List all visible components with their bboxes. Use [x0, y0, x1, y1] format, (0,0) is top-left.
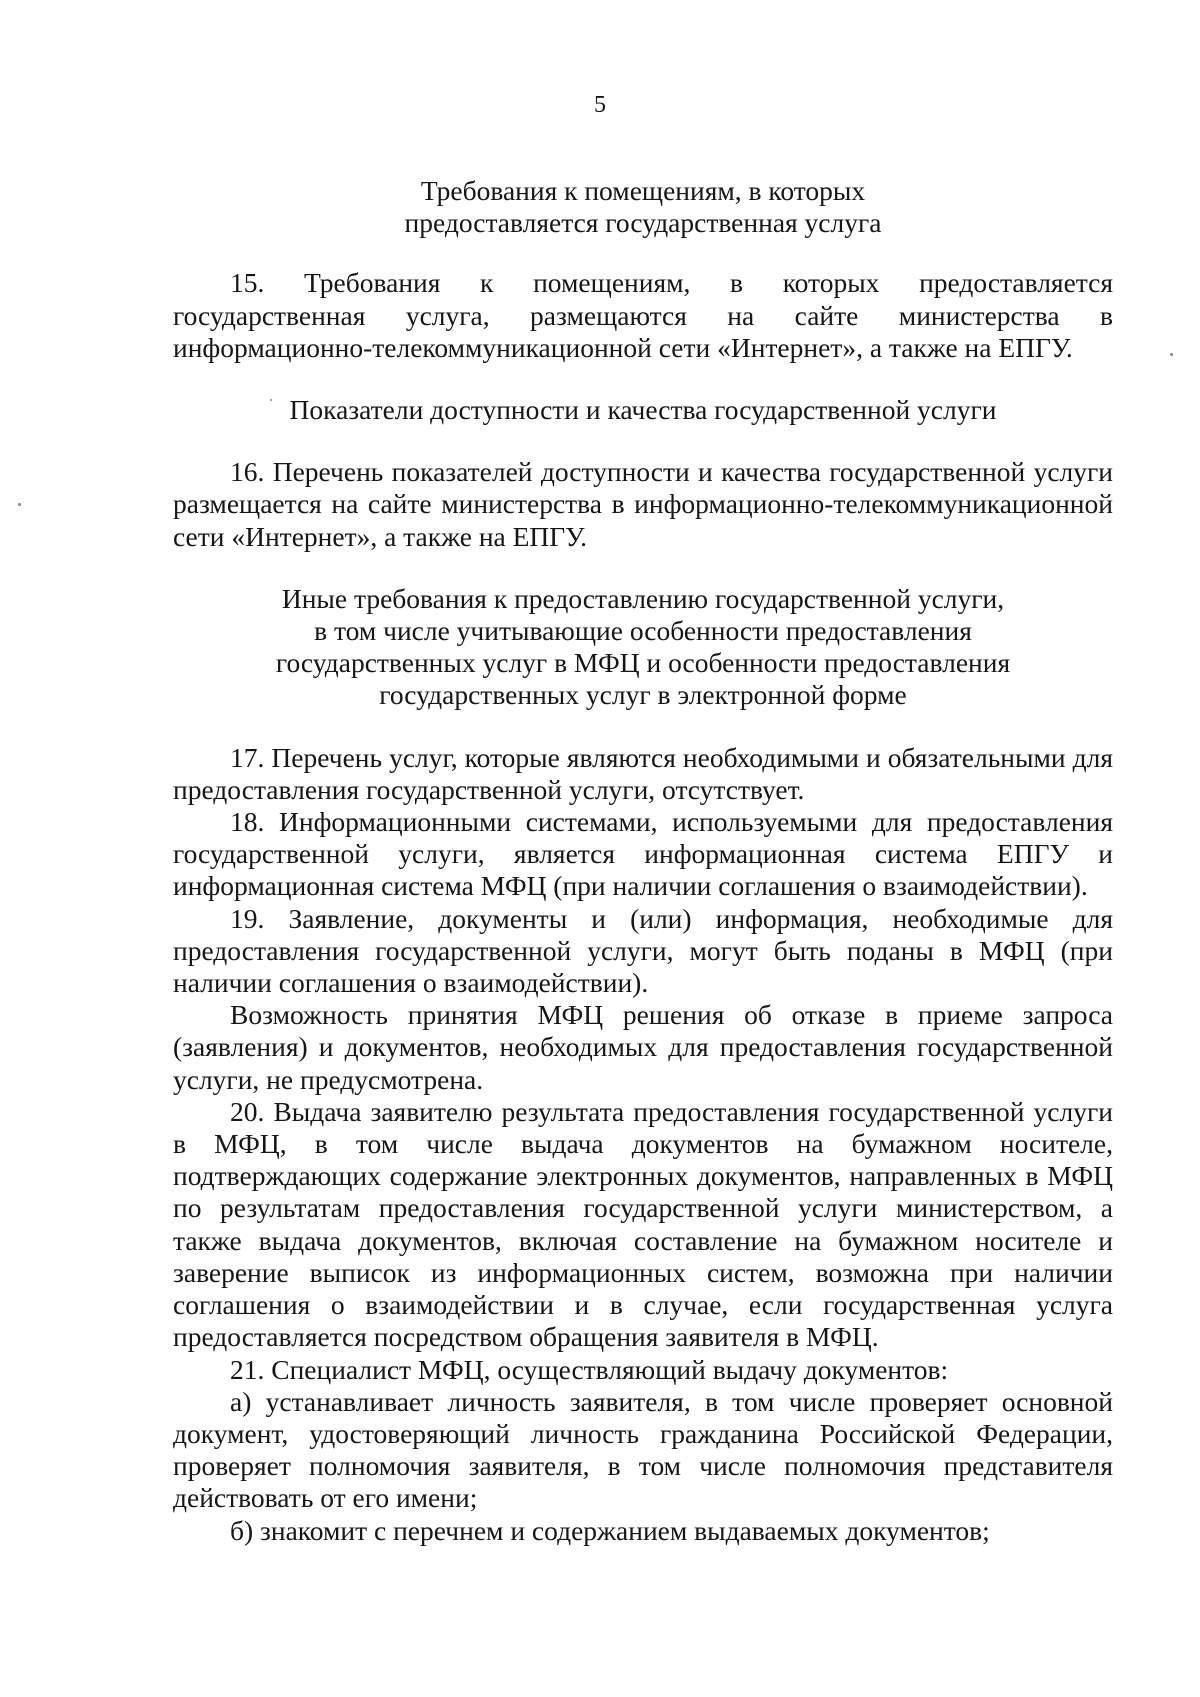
paragraph-item-20: 20. Выдача заявителю результата предоставления государственной услуги в МФЦ, в том числе выдача документов на бумажном носителе, подтверждающих содержание электронных документов, направленных в МФЦ по результатам предоставления государственной услуги министерством, а также выдача документов, включая составление на бумажном носителе и заверение выписок из информационных систем, возможна при наличии соглашения о взаимодействии и в случае, если государственная услуга предоставляется посредством обращения заявителя в МФЦ. [173, 1095, 1113, 1353]
paragraph-item-21-a: а) устанавливает личность заявителя, в том числе проверяет основной документ, удостоверяющий личность гражданина Российской Федерации, проверяет полномочия заявителя, в том числе полномочия представителя действовать от его имени; [173, 1385, 1113, 1514]
heading-line: государственных услуг в электронной форме [379, 679, 907, 711]
paragraph-item-16: 16. Перечень показателей доступности и качества государственной услуги размещается на сайте министерства в информационно-телекоммуникационной сети «Интернет», а также на ЕПГУ. [173, 456, 1113, 552]
paragraph-item-17: 17. Перечень услуг, которые являются необходимыми и обязательными для предоставления государственной услуги, отсутствует. [173, 741, 1113, 805]
paragraph-item-18: 18. Информационными системами, используемыми для предоставления государственной услуги, является информационная система ЕПГУ и информационная система МФЦ (при наличии соглашения о взаимодействии). [173, 806, 1113, 902]
paragraph-item-19-continuation: Возможность принятия МФЦ решения об отказе в приеме запроса (заявления) и документов, необходимых для предоставления государственной услуги, не предусмотрена. [173, 999, 1113, 1095]
heading-line: Требования к помещениям, в которых [420, 175, 866, 206]
scan-artifact-dot [270, 399, 272, 401]
scan-artifact-dot [1170, 353, 1173, 356]
paragraph-item-21: 21. Специалист МФЦ, осуществляющий выдачу документов: [230, 1353, 949, 1385]
paragraph-item-21-b: б) знакомит с перечнем и содержанием выдаваемых документов; [230, 1514, 990, 1546]
section-heading-other-requirements [173, 583, 1113, 712]
heading-line: Иные требования к предоставлению государственной услуги, [281, 582, 1005, 614]
heading-line: государственных услуг в МФЦ и особенности предоставления [275, 647, 1011, 679]
heading-line: предоставляется государственная услуга [404, 207, 882, 239]
heading-line: в том числе учитывающие особенности предоставления [314, 615, 972, 647]
section-heading-indicators [173, 394, 1113, 426]
heading-line: Показатели доступности и качества государственной услуги [289, 394, 997, 426]
document-body [173, 175, 1113, 1547]
paragraph-item-19: 19. Заявление, документы и (или) информация, необходимые для предоставления государственной услуги, могут быть поданы в МФЦ (при наличии соглашения о взаимодействии). [173, 902, 1113, 999]
page-number: 5 [594, 92, 606, 118]
section-heading-premises [173, 175, 1113, 239]
paragraph-item-15: 15. Требования к помещениям, в которых предоставляется государственная услуга, размещаются на сайте министерства в информационно-телекоммуникационной сети «Интернет», а также на ЕПГУ. [173, 267, 1113, 363]
scan-artifact-dot [18, 503, 21, 506]
